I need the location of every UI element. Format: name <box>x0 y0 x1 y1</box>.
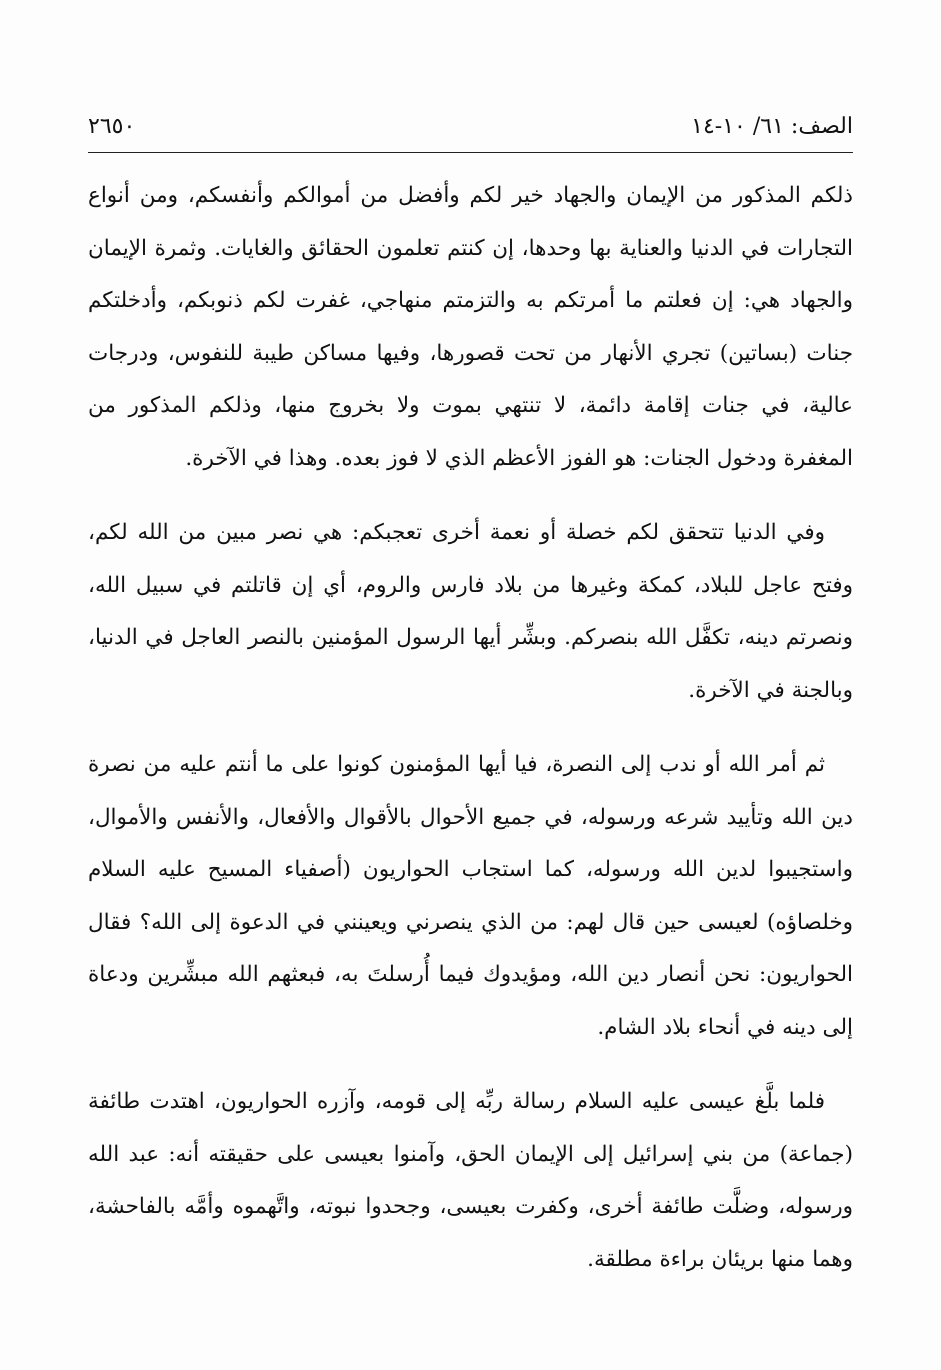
paragraph-victory-in-world: وفي الدنيا تتحقق لكم خصلة أو نعمة أخرى تعجبكم: هي نصر مبين من الله لكم، وفتح عاجل للبلاد، كمكة وغيرها من بلاد فارس والروم، أي إن قاتلتم في سبيل الله، ونصرتم دينه، تكفَّل الله بنصركم. وبشِّر أيها الرسول المؤمنين بالنصر العاجل في الدنيا، وبالجنة في الآخرة. <box>88 520 853 703</box>
surah-verse-reference: الصف: ٦١/ ١٠-١٤ <box>691 114 853 139</box>
paragraph-israelites-divided: فلما بلَّغ عيسى عليه السلام رسالة ربِّه إلى قومه، وآزره الحواريون، اهتدت طائفة (جماعة) من بني إسرائيل إلى الإيمان الحق، وآمنوا بعيسى على حقيقته أنه: عبد الله ورسوله، وضلَّت طائفة أخرى، وكفرت بعيسى، وجحدوا نبوته، واتَّهموه وأمَّه بالفاحشة، وهما منها بريئان براءة مطلقة. <box>88 1089 853 1272</box>
page-body <box>88 170 853 1308</box>
page-header <box>88 112 853 153</box>
paragraph-reward-of-faith: ذلكم المذكور من الإيمان والجهاد خير لكم وأفضل من أموالكم وأنفسكم، ومن أنواع التجارات في الدنيا والعناية بها وحدها، إن كنتم تعلمون الحقائق والغايات. وثمرة الإيمان والجهاد هي: إن فعلتم ما أمرتكم به والتزمتم منهاجي، غفرت لكم ذنوبكم، وأدخلتكم جنات (بساتين) تجري الأنهار من تحت قصورها، وفيها مساكن طيبة للنفوس، ودرجات عالية، في جنات إقامة دائمة، لا تنتهي بموت ولا بخروج منها، وذلكم المذكور من المغفرة ودخول الجنات: هو الفوز الأعظم الذي لا فوز بعده. وهذا في الآخرة. <box>88 183 853 471</box>
page-number: ٢٦٥٠ <box>88 114 136 139</box>
paragraph-disciples-support: ثم أمر الله أو ندب إلى النصرة، فيا أيها المؤمنون كونوا على ما أنتم عليه من نصرة دين الله وتأييد شرعه ورسوله، في جميع الأحوال بالأقوال والأفعال، والأنفس والأموال، واستجيبوا لدين الله ورسوله، كما استجاب الحواريون (أصفياء المسيح عليه السلام وخلصاؤه) لعيسى حين قال لهم: من الذي ينصرني ويعينني في الدعوة إلى الله؟ فقال الحواريون: نحن أنصار دين الله، ومؤيدوك فيما أُرسلتَ به، فبعثهم الله مبشِّرين ودعاة إلى دينه في أنحاء بلاد الشام. <box>88 752 853 1040</box>
